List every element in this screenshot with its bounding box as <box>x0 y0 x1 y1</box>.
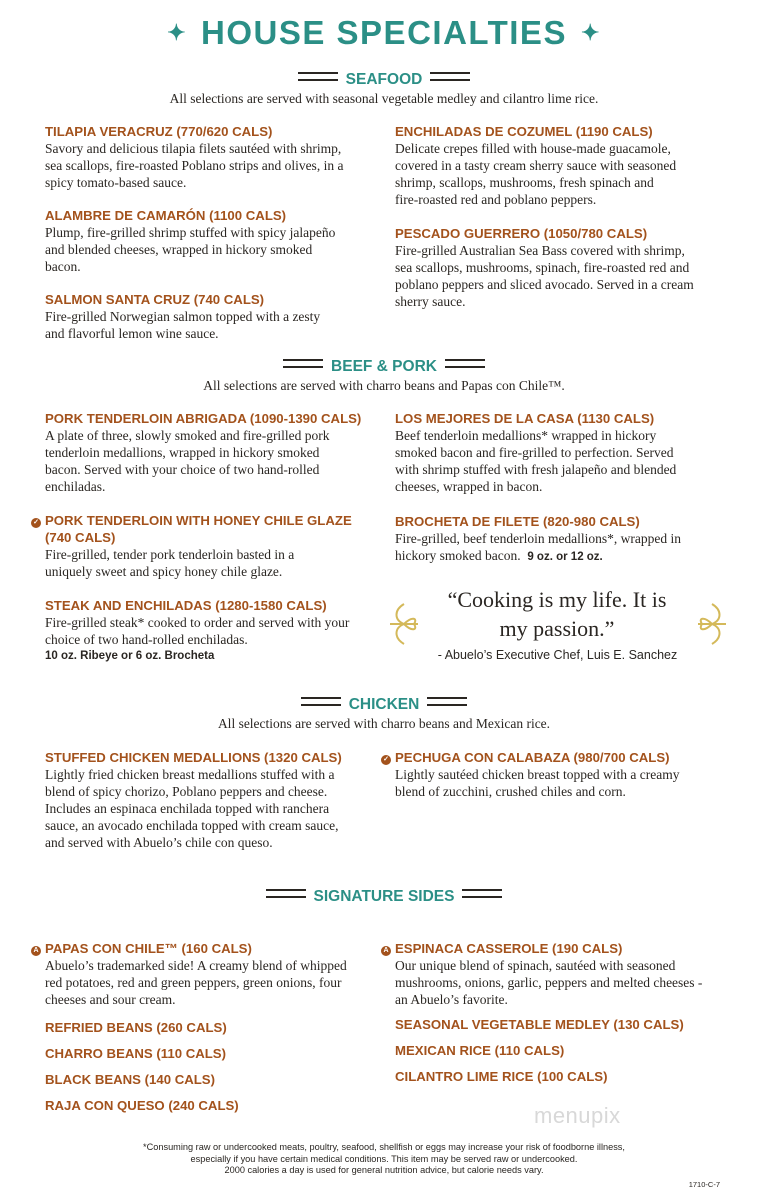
checkmark-icon: ✓ <box>381 755 391 765</box>
sparkle-icon: ✦ <box>167 20 188 45</box>
item-description: Lightly sautéed chicken breast topped with a creamy blend of zucchini, crushed chiles and corn. <box>395 767 680 799</box>
divider <box>445 359 485 368</box>
divider <box>298 72 338 81</box>
abuelos-signature-icon: A <box>381 946 391 956</box>
section-note-chicken: All selections are served with charro beans and Mexican rice. <box>217 716 551 731</box>
item-description: Lightly fried chicken breast medallions stuffed with a blend of spicy chorizo, Poblano peppers and cheese. Includes an espinaca enchilada topped with ranchera sauce, an avocado enchilada topped with cream sauce, and served with Abuelo’s chile con queso. <box>45 767 339 850</box>
menu-code: 1710-C-7 <box>688 1180 720 1189</box>
item-title: ALAMBRE DE CAMARÓN (1100 CALS) <box>45 208 287 223</box>
divider <box>427 697 467 706</box>
menu-item <box>383 940 740 1008</box>
item-title: A PAPAS CON CHILE™ (160 CALS) <box>45 940 385 957</box>
item-description: Fire-grilled Australian Sea Bass covered with shrimp, sea scallops, mushrooms, spinach, fire-roasted red and poblano peppers and sliced avocado. Served in a cream sherry sauce. <box>395 243 694 309</box>
menu-item <box>45 410 385 495</box>
menu-item <box>395 123 735 208</box>
menu-item <box>45 207 385 275</box>
item-title: LOS MEJORES DE LA CASA (1130 CALS) <box>395 411 655 426</box>
section-heading-chicken: CHICKEN <box>0 696 768 714</box>
divider <box>430 72 470 81</box>
side-item: BLACK BEANS (140 CALS) <box>45 1072 215 1087</box>
section-note-seafood: All selections are served with seasonal vegetable medley and cilantro lime rice. <box>169 91 599 106</box>
divider <box>462 889 502 898</box>
ornament-right-icon <box>696 600 728 657</box>
divider <box>283 359 323 368</box>
side-item: REFRIED BEANS (260 CALS) <box>45 1020 227 1035</box>
item-description: Our unique blend of spinach, sautéed with seasoned mushrooms, onions, garlic, peppers and melted cheeses - an Abuelo’s favorite. <box>395 958 703 1007</box>
side-item: SEASONAL VEGETABLE MEDLEY (130 CALS) <box>395 1017 684 1032</box>
divider <box>301 697 341 706</box>
menu-item <box>33 512 385 580</box>
ornament-left-icon <box>388 600 420 657</box>
side-item: RAJA CON QUESO (240 CALS) <box>45 1098 239 1113</box>
menu-item <box>45 291 385 342</box>
item-title: TILAPIA VERACRUZ (770/620 CALS) <box>45 124 273 139</box>
watermark: menupix <box>534 1103 621 1128</box>
checkmark-icon: ✓ <box>31 518 41 528</box>
menu-item <box>33 940 385 1008</box>
item-options: 9 oz. or 12 oz. <box>527 551 603 563</box>
item-title: A ESPINACA CASSEROLE (190 CALS) <box>395 940 740 957</box>
menu-item <box>45 123 385 191</box>
item-description: Abuelo’s trademarked side! A creamy blend of whipped red potatoes, red and green peppers, green onions, four cheeses and sour cream. <box>45 958 347 1007</box>
section-note-beef-pork: All selections are served with charro beans and Papas con Chile™. <box>203 378 565 393</box>
item-description: Fire-grilled, beef tenderloin medallions*, wrapped in hickory smoked bacon. 9 oz. or 12 oz. <box>395 531 682 563</box>
flourish-icon <box>696 600 728 648</box>
item-description: Fire-grilled steak* cooked to order and served with your choice of two hand-rolled enchiladas. 10 oz. Ribeye or 6 oz. Brocheta <box>45 614 385 665</box>
item-title: ✓ PORK TENDERLOIN WITH HONEY CHILE GLAZE <box>45 512 385 529</box>
side-item: CHARRO BEANS (110 CALS) <box>45 1046 226 1061</box>
divider <box>266 889 306 898</box>
side-item: MEXICAN RICE (110 CALS) <box>395 1043 565 1058</box>
item-options: 10 oz. Ribeye or 6 oz. Brocheta <box>45 650 215 662</box>
item-title: ENCHILADAS DE COZUMEL (1190 CALS) <box>395 124 653 139</box>
item-title: BROCHETA DE FILETE (820-980 CALS) <box>395 514 640 529</box>
sparkle-icon: ✦ <box>580 20 601 45</box>
menu-item <box>395 225 740 310</box>
section-heading-sides: SIGNATURE SIDES <box>0 888 768 906</box>
item-description: Fire-grilled Norwegian salmon topped with a zesty and flavorful lemon wine sauce. <box>45 309 321 341</box>
page-title: ✦ HOUSE SPECIALTIES ✦ <box>167 14 601 51</box>
menu-item <box>383 749 735 800</box>
item-description: A plate of three, slowly smoked and fire-grilled pork tenderloin medallions, wrapped in hickory smoked bacon. Served with your choice of two hand-rolled enchiladas. <box>45 428 330 494</box>
item-title: SALMON SANTA CRUZ (740 CALS) <box>45 292 265 307</box>
item-title: ✓ PECHUGA CON CALABAZA (980/700 CALS) <box>395 749 735 766</box>
menu-item <box>45 597 385 665</box>
item-description: Savory and delicious tilapia filets sautéed with shrimp, sea scallops, fire-roasted Poblano strips and olives, in a spicy tomato-based sauce. <box>45 141 344 190</box>
item-title-calories: (740 CALS) <box>45 530 116 545</box>
chef-quote: “Cooking is my life. It is my passion.” <box>447 587 667 641</box>
quote-attribution: - Abuelo’s Executive Chef, Luis E. Sanchez <box>437 648 678 662</box>
footer-disclaimer: *Consuming raw or undercooked meats, poultry, seafood, shellfish or eggs may increase your risk of foodborne illness, especially if you have certain medical conditions. This item may be served raw or undercooked. 2000 calories a day is used for general nutrition advice, but calorie needs vary. <box>143 1142 625 1175</box>
item-description: Fire-grilled, tender pork tenderloin basted in a uniquely sweet and spicy honey chile glaze. <box>45 547 295 579</box>
item-description: Delicate crepes filled with house-made guacamole, covered in a tasty cream sherry sauce with seasoned shrimp, scallops, mushrooms, fresh spinach and fire-roasted red and poblano peppers. <box>395 141 677 207</box>
menu-item <box>45 749 385 851</box>
section-heading-beef-pork: BEEF & PORK <box>0 358 768 376</box>
side-item: CILANTRO LIME RICE (100 CALS) <box>395 1069 608 1084</box>
item-title: PESCADO GUERRERO (1050/780 CALS) <box>395 226 648 241</box>
item-description: Beef tenderloin medallions* wrapped in hickory smoked bacon and fire-grilled to perfection. Served with shrimp stuffed with fresh jalapeño and blended cheeses, wrapped in bacon. <box>395 428 677 494</box>
item-description: Plump, fire-grilled shrimp stuffed with spicy jalapeño and blended cheeses, wrapped in hickory smoked bacon. <box>45 225 336 274</box>
item-title: STEAK AND ENCHILADAS (1280-1580 CALS) <box>45 598 327 613</box>
item-title: STUFFED CHICKEN MEDALLIONS (1320 CALS) <box>45 750 342 765</box>
menu-item <box>395 410 735 495</box>
section-heading-seafood: SEAFOOD <box>0 71 768 89</box>
flourish-icon <box>388 600 420 648</box>
menu-item <box>395 513 735 566</box>
abuelos-signature-icon: A <box>31 946 41 956</box>
item-title: PORK TENDERLOIN ABRIGADA (1090-1390 CALS) <box>45 411 362 426</box>
